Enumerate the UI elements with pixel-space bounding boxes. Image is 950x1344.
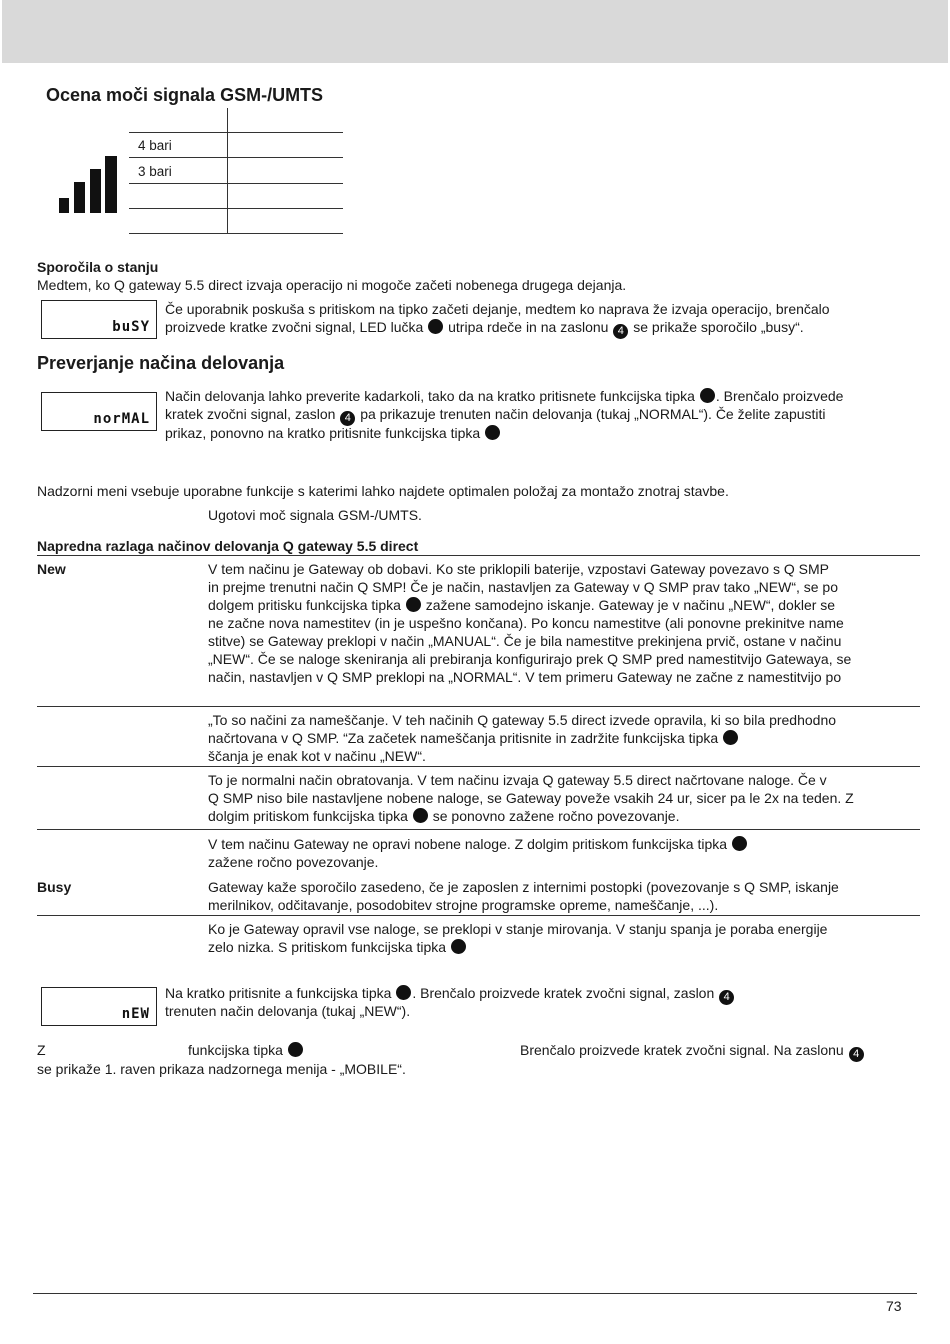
mode-desc-line: V tem načinu je Gateway ob dobavi. Ko ste priklopili baterije, vzpostavi Gateway povezavo s Q SMP: [208, 561, 829, 577]
signal-bar-4: [105, 156, 117, 213]
display-number-icon: 4: [613, 324, 628, 339]
mode-label-new: New: [37, 561, 66, 577]
overview-intro: Nadzorni meni vsebuje uporabne funkcije s katerimi lahko najdete optimalen položaj za montažo znotraj stavbe.: [37, 483, 729, 499]
lcd-display-busy: [41, 300, 157, 339]
display-number-icon: 4: [849, 1047, 864, 1062]
led-dot-icon: [428, 319, 443, 334]
overview-item: Ugotovi moč signala GSM-/UMTS.: [208, 507, 422, 523]
function-key-icon: [406, 597, 421, 612]
lcd-text: nEW: [121, 1006, 150, 1022]
mode-desc-line: način, nastavljen v Q SMP preklopi na „NORMAL“. V tem primeru Gateway ne začne z namestitvijo po: [208, 669, 842, 685]
bottom-text-z: Z: [37, 1042, 46, 1058]
display-number-icon: 4: [340, 411, 355, 426]
display-number-icon: 4: [719, 990, 734, 1005]
mode-desc-line: Ko je Gateway opravil vse naloge, se preklopi v stanje mirovanja. V stanju spanja je poraba energije: [208, 921, 828, 937]
lcd-text: norMAL: [93, 411, 150, 427]
mode-check-line: kratek zvočni signal, zaslon 4 pa prikazuje trenuten način delovanja (tukaj „NORMAL“). Če želite zapustiti: [165, 406, 826, 424]
status-messages-title: Sporočila o stanju: [37, 259, 159, 275]
signal-table: [129, 108, 343, 234]
signal-row-label: 3 bari: [138, 164, 172, 179]
function-key-icon: [288, 1042, 303, 1057]
mode-desc-line: stitve) se Gateway preklopi v način „MANUAL“. Če je bila namestitve prekinjena prvič, ostane v načinu: [208, 633, 842, 649]
lcd-text: buSY: [112, 319, 150, 335]
bottom-text-buzz: Brenčalo proizvede kratek zvočni signal. Na zaslonu 4: [520, 1041, 865, 1062]
signal-row-label: 4 bari: [138, 138, 172, 153]
function-key-icon: [396, 985, 411, 1000]
function-key-icon: [732, 836, 747, 851]
new-display-line: Na kratko pritisnite a funkcijska tipka . Brenčalo proizvede kratek zvočni signal, zaslon 4: [165, 984, 735, 1005]
bottom-text-line2: se prikaže 1. raven prikaza nadzornega menija - „MOBILE“.: [37, 1061, 406, 1077]
mode-desc-line: Q SMP niso bile nastavljene nobene naloge, se Gateway poveže vsakih 24 ur, sicer pa le 2x na teden. Z: [208, 790, 854, 806]
mode-desc-line: zelo nizka. S pritiskom funkcijska tipka: [208, 938, 467, 956]
mode-desc-line: dolgim pritiskom funkcijska tipka se ponovno zažene ročno povezovanje.: [208, 808, 680, 824]
heading-mode-check: Preverjanje načina delovanja: [37, 353, 285, 373]
new-display-line: trenuten način delovanja (tukaj „NEW“).: [165, 1003, 411, 1019]
modes-table-title: Napredna razlaga načinov delovanja Q gateway 5.5 direct: [37, 538, 419, 554]
mode-desc-line: To je normalni način obratovanja. V tem načinu izvaja Q gateway 5.5 direct načrtovane naloge. Če v: [208, 772, 827, 788]
bottom-text-key: funkcijska tipka: [188, 1041, 304, 1059]
busy-text-line: proizvede kratke zvočni signal, LED lučka utripa rdeče in na zaslonu 4 se prikaže sporočilo „busy“.: [165, 319, 804, 337]
status-intro: Medtem, ko Q gateway 5.5 direct izvaja operacijo ni mogoče začeti nobenega drugega dejanja.: [37, 277, 627, 293]
header-band: [2, 0, 948, 63]
function-key-icon: [700, 388, 715, 403]
mode-desc-line: „NEW“. Če se naloge skeniranja ali prebiranja konfigurirajo prek Q SMP pred namestitvijo Gatewaya, se: [208, 651, 852, 667]
signal-bars-icon: [59, 156, 117, 213]
signal-bar-3: [90, 169, 101, 213]
mode-desc-line: zažene ročno povezovanje.: [208, 854, 379, 870]
mode-check-line: Način delovanja lahko preverite kadarkoli, tako da na kratko pritisnete funkcijska tipka . Brenčalo proizvede: [165, 388, 844, 404]
mode-check-line: prikaz, ponovno na kratko pritisnite funkcijska tipka: [165, 424, 501, 442]
function-key-icon: [451, 939, 466, 954]
lcd-display-normal: [41, 392, 157, 431]
mode-desc-line: ščanja je enak kot v načinu „NEW“.: [208, 748, 426, 764]
mode-desc-line: „To so načini za nameščanje. V teh načinih Q gateway 5.5 direct izvede opravila, ki so bila predhodno: [208, 712, 837, 728]
mode-desc-line: in prejme trenutni način Q SMP! Če je način, nastavljen za Gateway v Q SMP prav tako „NEW“, se po: [208, 579, 839, 595]
mode-desc-line: ne začne nova namestitev (in je uspešno končana). Po koncu namestitve (ali ponovne prekinitve name: [208, 615, 844, 631]
function-key-icon: [723, 730, 738, 745]
function-key-icon: [413, 808, 428, 823]
mode-desc-line: načrtovana v Q SMP. “Za začetek nameščanja pritisnite in zadržite funkcijska tipka: [208, 729, 739, 747]
mode-desc-line: V tem načinu Gateway ne opravi nobene naloge. Z dolgim pritiskom funkcijska tipka: [208, 835, 748, 853]
heading-signal-strength: Ocena moči signala GSM-/UMTS: [46, 85, 324, 105]
function-key-icon: [485, 425, 500, 440]
busy-text-line: Če uporabnik poskuša s pritiskom na tipko začeti dejanje, medtem ko naprava že izvaja operacijo, brenčalo: [165, 301, 830, 317]
page-number: 73: [886, 1298, 902, 1314]
mode-desc-line: dolgem pritisku funkcijska tipka zažene samodejno iskanje. Gateway je v načinu „NEW“, dokler se: [208, 597, 836, 613]
signal-bar-1: [59, 198, 69, 213]
lcd-display-new: [41, 987, 157, 1026]
mode-label-busy: Busy: [37, 879, 72, 895]
mode-desc-line: merilnikov, odčitavanje, posodobitev strojne programske opreme, nameščanje, ...).: [208, 897, 719, 913]
signal-bar-2: [74, 182, 85, 213]
mode-desc-line: Gateway kaže sporočilo zasedeno, če je zaposlen z internimi postopki (povezovanje s Q SMP, iskanje: [208, 879, 839, 895]
